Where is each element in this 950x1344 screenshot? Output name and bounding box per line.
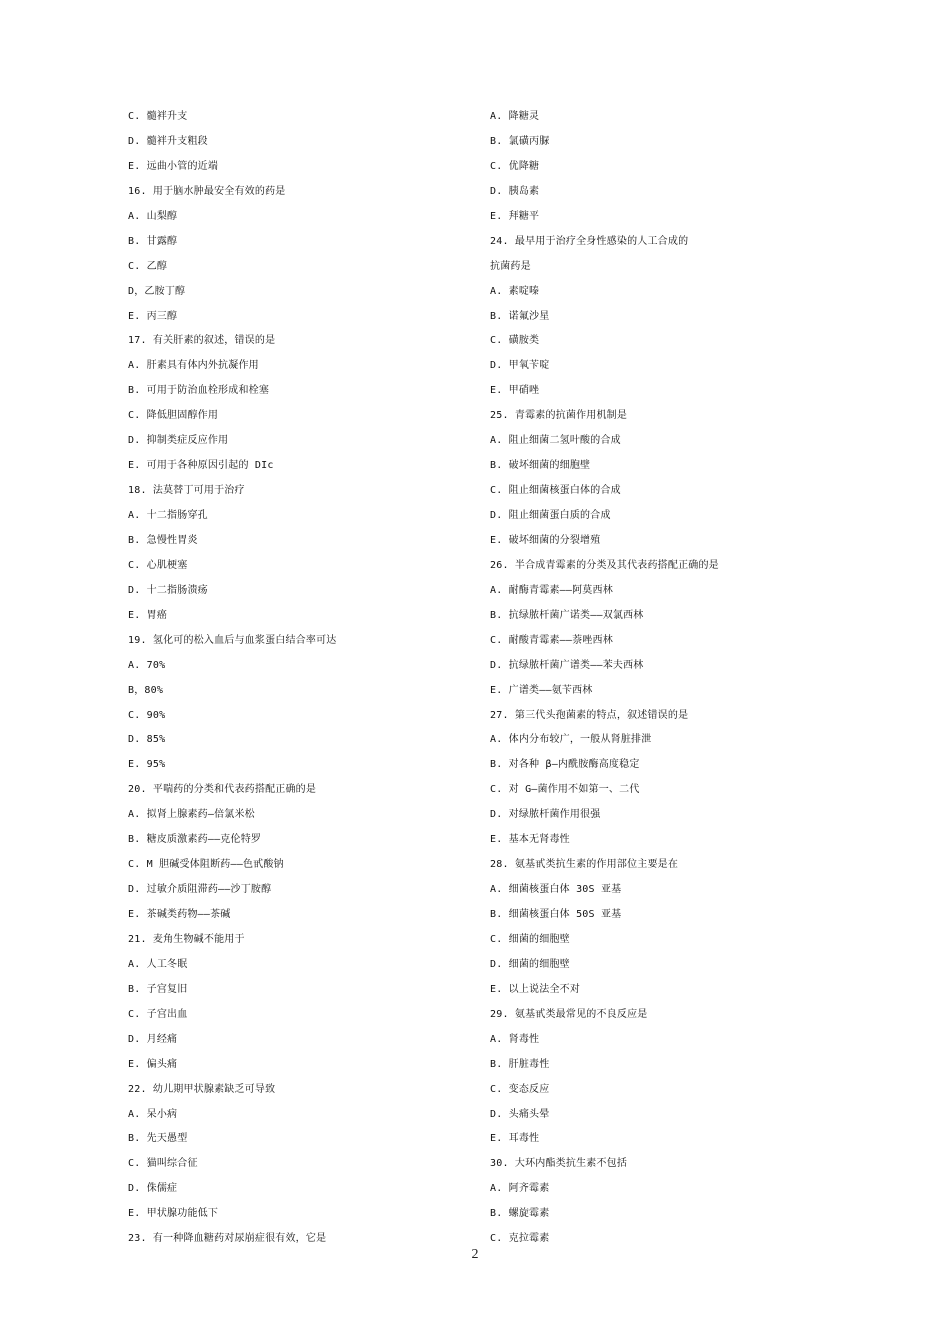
text-line: B. 子宫复旧 xyxy=(128,983,188,995)
text-line: D. 十二指肠溃疡 xyxy=(128,584,208,596)
text-line: C. 子宫出血 xyxy=(128,1008,188,1020)
text-line: A. 耐酶青霉素——阿莫西林 xyxy=(490,584,613,596)
text-line: E. 丙三醇 xyxy=(128,310,178,322)
text-line: 17. 有关肝素的叙述，错误的是 xyxy=(128,335,276,347)
text-line: 23. 有一种降血糖药对尿崩症很有效，它是 xyxy=(128,1233,327,1245)
page-number: 2 xyxy=(471,1247,479,1262)
text-line: E. 甲硝唑 xyxy=(490,385,540,397)
text-line: A. 细菌核蛋白体 30S 亚基 xyxy=(490,884,622,896)
text-line: C. 对 G—菌作用不如第一、二代 xyxy=(490,784,640,796)
text-line: E. 远曲小管的近端 xyxy=(128,160,219,172)
text-line: B. 细菌核蛋白体 50S 亚基 xyxy=(490,909,622,920)
text-line: 26. 半合成青霉素的分类及其代表药搭配正确的是 xyxy=(490,559,719,571)
text-line: A. 肾毒性 xyxy=(490,1033,540,1045)
text-line: A. 70% xyxy=(128,659,166,671)
text-line: B. 先天愚型 xyxy=(128,1133,188,1145)
text-line: A. 人工冬眠 xyxy=(128,958,188,970)
text-line: D. 头痛头晕 xyxy=(490,1108,550,1120)
text-line: C. 细菌的细胞壁 xyxy=(490,933,570,945)
text-line: E. 甲状腺功能低下 xyxy=(128,1208,219,1220)
text-line: E. 可用于各种原因引起的 DIc xyxy=(128,460,274,472)
text-line: B. 破坏细菌的细胞壁 xyxy=(490,460,591,472)
text-line: D. 抗绿脓杆菌广谱类——苯夫西林 xyxy=(490,659,644,671)
text-line: E. 茶碱类药物——茶碱 xyxy=(128,909,231,920)
text-line: A. 阿齐霉素 xyxy=(490,1183,550,1195)
text-line: C. M 胆碱受体阻断药——色甙酸钠 xyxy=(128,859,284,871)
left-column xyxy=(128,105,468,1252)
text-line: A. 体内分布较广，一般从肾脏排泄 xyxy=(490,734,652,746)
text-line: A. 阻止细菌二氢叶酸的合成 xyxy=(490,435,621,447)
text-line: 16. 用于脑水肿最安全有效的药是 xyxy=(128,185,286,197)
text-line: 18. 法莫替丁可用于治疗 xyxy=(128,485,245,497)
text-line: C. 阻止细菌核蛋白体的合成 xyxy=(490,485,621,497)
text-line: E. 以上说法全不对 xyxy=(490,983,581,995)
text-line: 25. 青霉素的抗菌作用机制是 xyxy=(490,410,628,422)
text-line: C. 猫叫综合征 xyxy=(128,1158,198,1170)
text-line: D. 月经痛 xyxy=(128,1033,178,1045)
text-line: B. 抗绿脓杆菌广诺类——双氯西林 xyxy=(490,609,644,621)
text-line: C. 髓袢升支 xyxy=(128,111,188,122)
text-line: C. 乙醇 xyxy=(128,260,168,272)
text-line: B. 甘露醇 xyxy=(128,235,178,247)
text-line: 27. 第三代头孢菌素的特点，叙述错误的是 xyxy=(490,709,689,721)
text-line: 抗菌药是 xyxy=(490,260,531,272)
text-line: 29. 氨基甙类最常见的不良反应是 xyxy=(490,1008,648,1020)
text-line: B. 对各种 β—内酰胺酶高度稳定 xyxy=(490,759,640,771)
text-line: D. 过敏介质阻滞药——沙丁胺醇 xyxy=(128,884,272,896)
text-line: D. 对绿脓杆菌作用很强 xyxy=(490,809,601,821)
text-line: E. 广谱类——氨苄西林 xyxy=(490,684,593,696)
text-line: A. 山梨醇 xyxy=(128,210,178,222)
text-line: A. 素啶嗪 xyxy=(490,285,540,297)
text-line: E. 耳毒性 xyxy=(490,1133,540,1145)
text-line: A. 肝素具有体内外抗凝作用 xyxy=(128,360,259,372)
text-line: E. 95% xyxy=(128,759,166,771)
right-column xyxy=(490,105,830,1252)
text-line: D. 85% xyxy=(128,734,166,746)
text-line: A. 十二指肠穿孔 xyxy=(128,510,208,521)
text-line: B，80% xyxy=(128,684,164,696)
text-line: E. 破坏细菌的分裂增殖 xyxy=(490,534,601,546)
text-line: B. 螺旋霉素 xyxy=(490,1208,550,1220)
text-line: C. 降低胆固醇作用 xyxy=(128,410,219,422)
text-line: 24. 最早用于治疗全身性感染的人工合成的 xyxy=(490,235,689,247)
text-line: E. 基本无肾毒性 xyxy=(490,834,570,846)
text-line: D. 胰岛素 xyxy=(490,185,540,197)
text-line: B. 急慢性胃炎 xyxy=(128,534,198,546)
text-line: A. 降糖灵 xyxy=(490,111,540,122)
text-line: 21. 麦角生物碱不能用于 xyxy=(128,933,245,945)
text-line: B. 氯磺丙脲 xyxy=(490,135,550,147)
text-line: C. 耐酸青霉素——萘唑西林 xyxy=(490,634,613,646)
text-line: D. 细菌的细胞壁 xyxy=(490,958,570,970)
text-line: 19. 氢化可的松入血后与血浆蛋白结合率可达 xyxy=(128,634,337,646)
text-line: D. 阻止细菌蛋白质的合成 xyxy=(490,510,611,521)
text-line: A. 呆小病 xyxy=(128,1108,178,1120)
text-line: C. 心肌梗塞 xyxy=(128,559,188,571)
text-line: D. 髓袢升支粗段 xyxy=(128,135,208,147)
text-line: 20. 平喘药的分类和代表药搭配正确的是 xyxy=(128,784,317,796)
text-line: C. 克拉霉素 xyxy=(490,1233,550,1245)
text-line: E. 拜糖平 xyxy=(490,210,540,222)
text-line: C. 变态反应 xyxy=(490,1083,550,1095)
text-line: E. 胃癌 xyxy=(128,609,168,621)
text-line: D. 甲氧苄啶 xyxy=(490,360,550,372)
text-line: C. 优降糖 xyxy=(490,160,540,172)
text-line: B. 糖皮质激素药——克伦特罗 xyxy=(128,834,262,846)
text-line: B. 肝脏毒性 xyxy=(490,1058,550,1070)
text-line: 22. 幼儿期甲状腺素缺乏可导致 xyxy=(128,1083,276,1095)
text-line: A. 拟肾上腺素药—倍氯米松 xyxy=(128,809,255,821)
text-line: 30. 大环内酯类抗生素不包括 xyxy=(490,1158,628,1170)
text-line: C. 磺胺类 xyxy=(490,335,540,347)
text-line: D. 抑制类症反应作用 xyxy=(128,435,229,447)
text-line: C. 90% xyxy=(128,709,166,721)
text-line: D，乙胺丁醇 xyxy=(128,285,186,297)
text-line: E. 偏头痛 xyxy=(128,1058,178,1070)
text-line: 28. 氨基甙类抗生素的作用部位主要是在 xyxy=(490,859,679,871)
text-line: B. 可用于防治血栓形成和栓塞 xyxy=(128,385,270,397)
text-line: D. 侏儒症 xyxy=(128,1183,178,1195)
text-line: B. 诺氟沙星 xyxy=(490,310,550,322)
